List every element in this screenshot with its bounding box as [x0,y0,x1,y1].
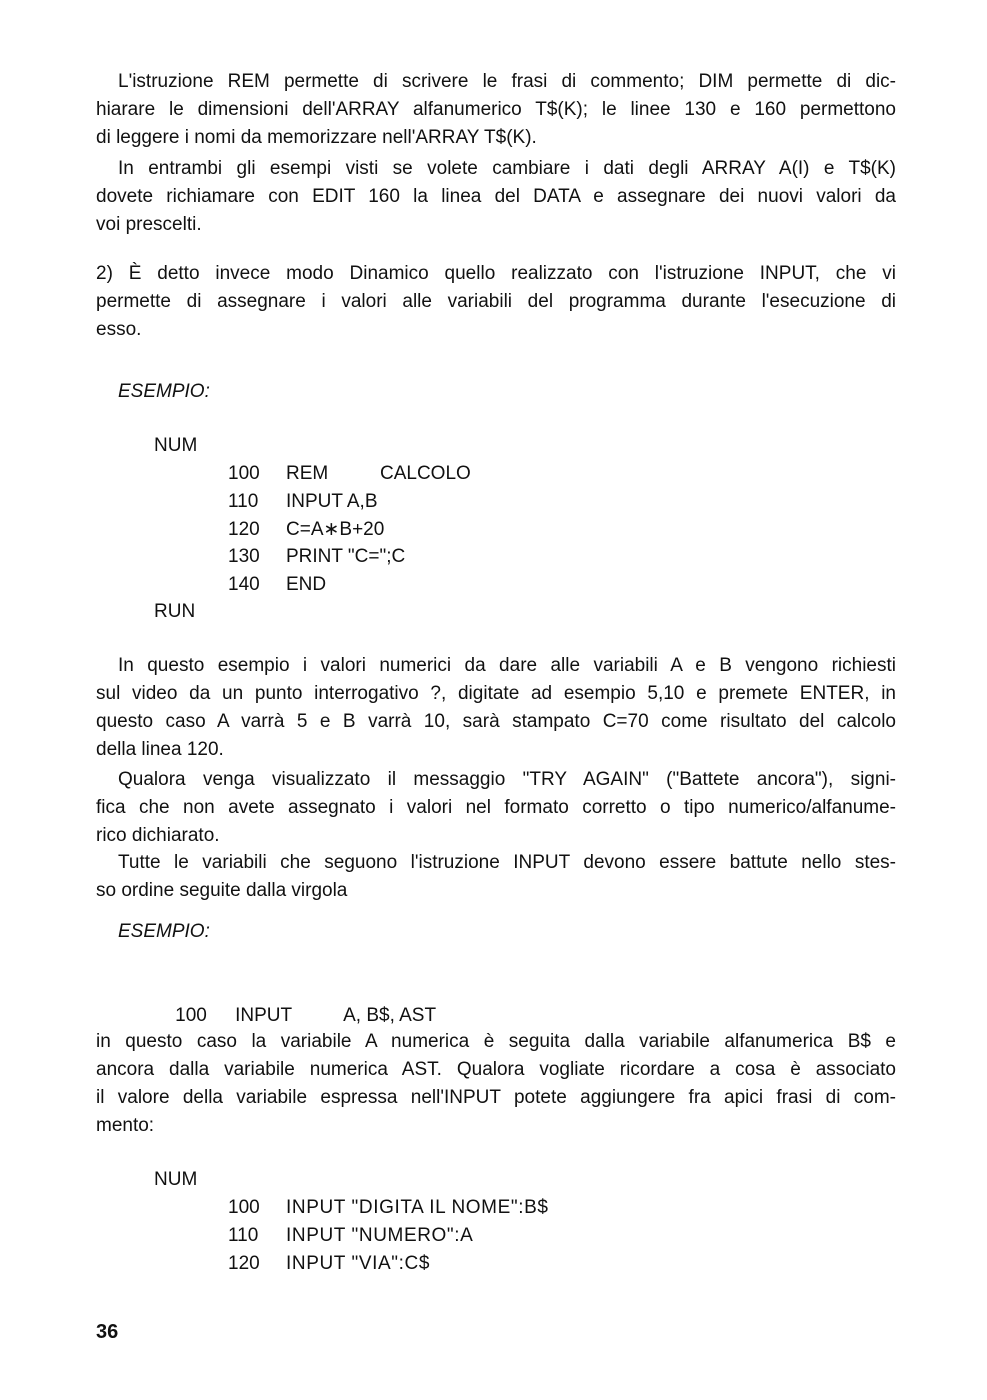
text-line: In questo esempio i valori numerici da dare alle variabili A e B vengono richiesti [118,655,896,676]
code-line [228,1194,549,1222]
statement: END [286,574,327,595]
code-line [228,571,326,599]
statement-arg: A, B$, AST [343,1005,437,1026]
text-line: in questo caso la variabile A numerica è seguita dalla variabile alfanumerica B$ e [96,1031,896,1052]
text-line: permette di assegnare i valori alle variabili del programma durante l'esecuzione di [96,291,896,312]
text-line: fica che non avete assegnato i valori nel formato corretto o tipo numerico/alfanume- [96,797,896,818]
text-line: di leggere i nomi da memorizzare nell'ARRAY T$(K). [96,127,537,148]
code-line [228,1250,430,1278]
paragraph-dynamic-mode [96,260,896,344]
text-line: della linea 120. [96,739,224,760]
statement: REM [286,463,329,484]
text-line: In entrambi gli esempi visti se volete cambiare i dati degli ARRAY A(I) e T$(K) [118,158,896,179]
text-line: questo caso A varrà 5 e B varrà 10, sarà stampato C=70 come risultato del calcolo [96,711,896,732]
code-line [228,516,384,544]
text-line: Tutte le variabili che seguono l'istruzione INPUT devono essere battute nello stes- [118,852,896,873]
line-number: 130 [228,546,260,567]
statement: C=A∗B+20 [286,519,385,540]
line-number: 100 [228,463,260,484]
code-num-keyword: NUM [154,1169,198,1190]
code-line [228,1222,473,1250]
statement: INPUT "DIGITA IL NOME":B$ [286,1197,549,1218]
paragraph-input-comments [96,1028,896,1140]
code-line [228,543,405,571]
text-line: so ordine seguite dalla virgola [96,880,348,901]
statement: INPUT A,B [286,491,378,512]
text-line: esso. [96,319,142,340]
paragraph-rem-dim [96,68,896,152]
example-label: ESEMPIO: [118,381,210,402]
page-number: 36 [96,1321,119,1343]
text-line: voi prescelti. [96,214,202,235]
text-line: mento: [96,1115,155,1136]
line-number: 120 [228,1253,260,1274]
text-line: L'istruzione REM permette di scrivere le frasi di commento; DIM permette di dic- [118,71,896,92]
statement: PRINT "C=";C [286,546,406,567]
code-run-keyword: RUN [154,601,196,622]
text-line: il valore della variabile espressa nell'INPUT potete aggiungere fra apici frasi di com- [96,1087,896,1108]
text-line: sul video da un punto interrogativo ?, digitate ad esempio 5,10 e premete ENTER, in [96,683,896,704]
text-line: Qualora venga visualizzato il messaggio "TRY AGAIN" ("Battete ancora"), signi- [118,769,896,790]
line-number: 100 [175,1005,207,1026]
statement: INPUT "VIA":C$ [286,1253,431,1274]
text-line: dovete richiamare con EDIT 160 la linea del DATA e assegnare dei nuovi valori da [96,186,896,207]
paragraph-variable-order [96,849,896,905]
line-number: 140 [228,574,260,595]
text-line: 2) È detto invece modo Dinamico quello realizzato con l'istruzione INPUT, che vi [96,263,896,284]
paragraph-array-edit [96,155,896,239]
code-line [228,488,378,516]
line-number: 120 [228,519,260,540]
line-number: 100 [228,1197,260,1218]
paragraph-try-again [96,766,896,850]
text-line: hiarare le dimensioni dell'ARRAY alfanumerico T$(K); le linee 130 e 160 permettono [96,99,896,120]
code-num-keyword: NUM [154,435,198,456]
line-number: 110 [228,1225,259,1246]
statement: INPUT [235,1005,293,1026]
line-number: 110 [228,491,259,512]
code-line [228,460,471,488]
paragraph-input-explanation [96,652,896,764]
statement: INPUT "NUMERO":A [286,1225,474,1246]
text-line: ancora dalla variabile numerica AST. Qualora vogliate ricordare a cosa è associato [96,1059,896,1080]
example-label: ESEMPIO: [118,921,210,942]
statement-arg: CALCOLO [380,463,471,484]
text-line: rico dichiarato. [96,825,220,846]
